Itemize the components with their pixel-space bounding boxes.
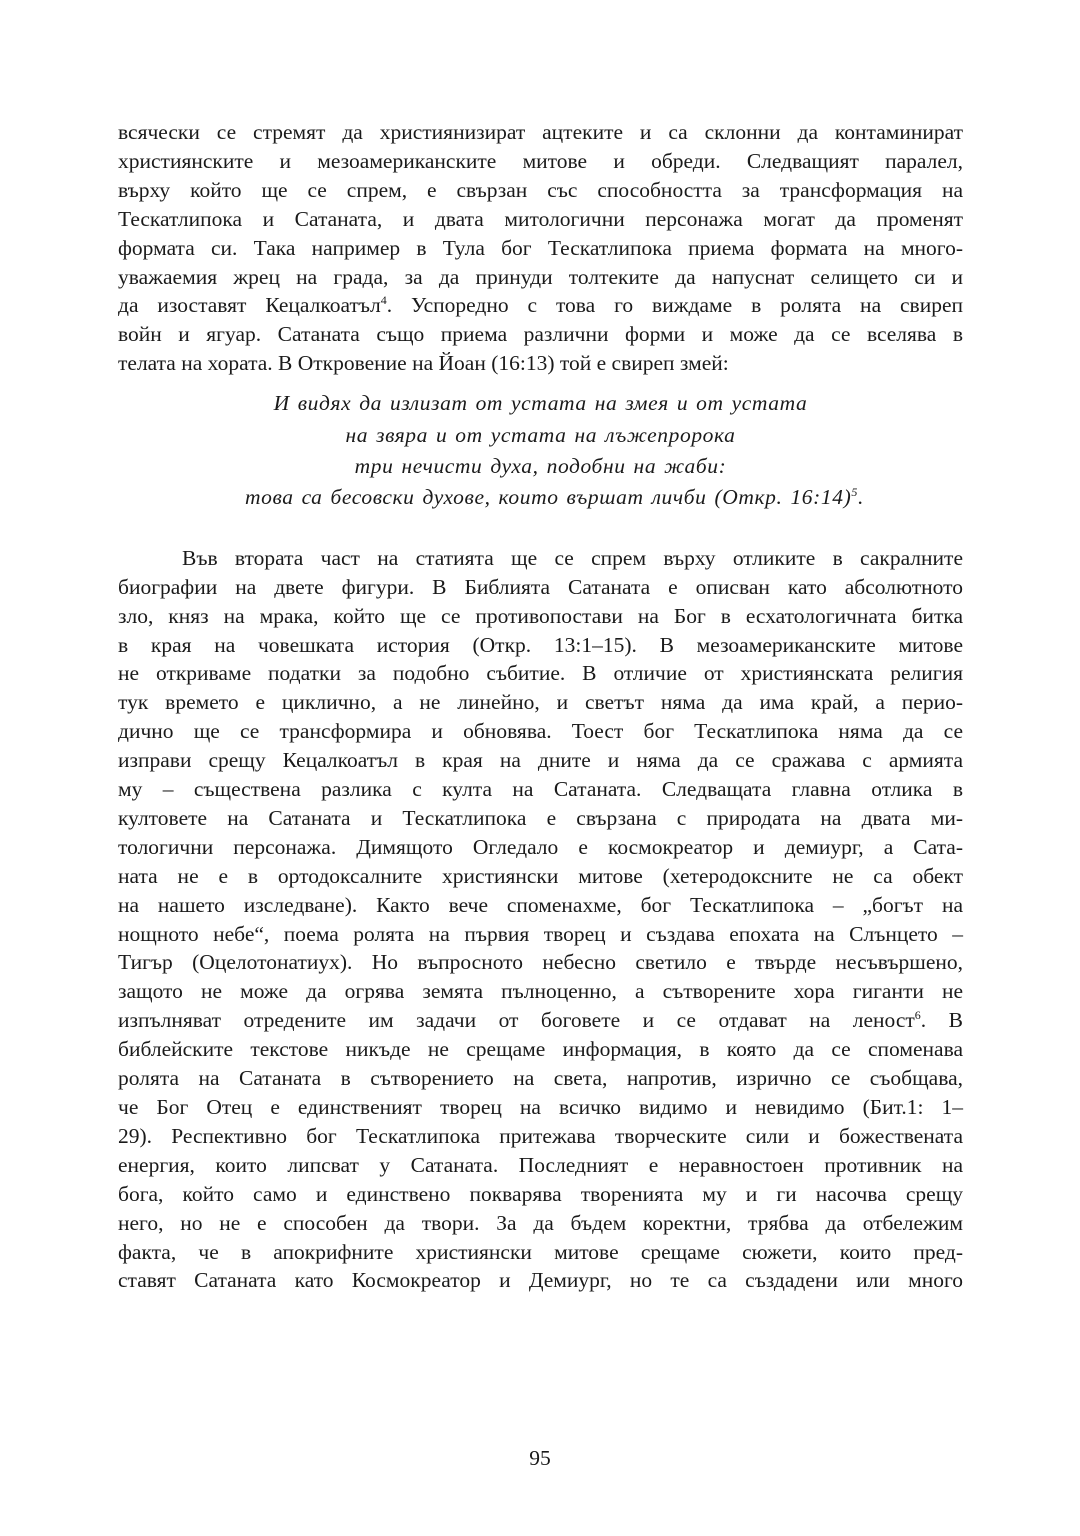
text-line: факта, че в апокрифните християнски митове срещаме сюжети, които пред- [118, 1239, 963, 1264]
text-line: зло, княз на мрака, който ще се противопостави на Бог в есхатологичната битка [118, 603, 963, 628]
text-line: изправи срещу Кецалкоатъл в края на дните и няма да се сражава с армията [118, 748, 963, 773]
text-line: 29). Респективно бог Тескатлипока притежава творческите сили и божествената [118, 1123, 963, 1148]
quote-fragment: това са бесовски духове, които вършат личби (Откр. 16:14) [245, 485, 852, 510]
text-line-with-footnote [118, 291, 963, 320]
text-line: Тигър (Оцелотонатиух). Но въпросното небесно светило е твърде несъвършено, [118, 950, 963, 975]
text-fragment: да изоставят Кецалкоатъл [118, 293, 381, 318]
text-line: му – съществена разлика с култа на Сатаната. Следващата главна отлика в [118, 777, 963, 802]
text-line: ролята на Сатаната в сътворението на света, напротив, изрично се съобщава, [118, 1066, 963, 1091]
text-line: енергия, които липсват у Сатаната. Последният е неравностоен противник на [118, 1152, 963, 1177]
text-line: биографии на двете фигури. В Библията Сатаната е описван като абсолютното [118, 574, 963, 599]
scripture-quote [118, 388, 963, 514]
text-line: бога, който само и единствено покварява творенията му и ги насочва срещу [118, 1181, 963, 1206]
quote-line: И видях да излизат от устата на змея и от устата [273, 391, 808, 416]
text-line: християнските и мезоамериканските митове и обреди. Следващият паралел, [118, 148, 963, 173]
quote-fragment: . [858, 485, 864, 510]
footnote-ref-5[interactable]: 5 [851, 485, 858, 500]
quote-line: на звяра и от устата на лъжепророка [345, 422, 736, 447]
page-body [118, 118, 963, 1295]
quote-line-with-footnote [118, 482, 963, 513]
paragraph-2 [118, 544, 963, 1296]
text-line: Във втората част на статията ще се спрем върху отликите в сакралните [182, 545, 963, 570]
text-line: че Бог Отец е единственият творец на всичко видимо и невидимо (Бит.1: 1– [118, 1095, 963, 1119]
text-line: уважаемия жрец на града, за да принуди толтеките да напуснат селището си и [118, 264, 963, 289]
text-line: тологични персонажа. Димящото Огледало е космокреатор и демиург, а Сата- [118, 834, 963, 859]
text-fragment: . Успоредно с това го виждаме в ролята на свиреп [386, 293, 963, 318]
text-line: телата на хората. В Откровение на Йоан (16:13) той е свиреп змей: [118, 351, 729, 376]
text-line: Тескатлипока и Сатаната, и двата митологични персонажа могат да променят [118, 206, 963, 231]
text-line: него, но не е способен да твори. За да бъдем коректни, трябва да отбележим [118, 1210, 963, 1235]
text-line: култовете на Сатаната и Тескатлипока е свързана с природата на двата ми- [118, 805, 963, 830]
text-fragment: изпълняват отредените им задачи от боговете и се отдават на леност [118, 1008, 915, 1033]
text-line: формата си. Така например в Тула бог Тескатлипока приема формата на много- [118, 235, 963, 260]
text-line: на нашето изследване). Както вече споменахме, бог Тескатлипока – „богът на [118, 892, 963, 917]
footnote-ref-4[interactable]: 4 [380, 293, 387, 308]
page-number: 95 [529, 1446, 551, 1470]
text-line: не откриваме податки за подобно събитие. В отличие от християнската религия [118, 661, 963, 686]
text-line-with-footnote [118, 1006, 963, 1035]
text-line: нощното небе“, поема ролята на първия творец и създава епохата на Слънцето – [118, 921, 963, 946]
text-line: върху който ще се спрем, е свързан със способността за трансформация на [118, 177, 963, 202]
text-line: войн и ягуар. Сатаната също приема различни форми и може да се вселява в [118, 322, 963, 347]
quote-line: три нечисти духа, подобни на жаби: [354, 453, 727, 478]
footnote-ref-6[interactable]: 6 [914, 1008, 921, 1023]
text-line: ната не е в ортодоксалните християнски митове (хетеродоксните не са обект [118, 863, 963, 888]
text-line: защото не може да огрява земята пълноценно, а сътворените хора гиганти не [118, 979, 963, 1004]
text-line: в края на човешката история (Откр. 13:1–15). В мезоамериканските митове [118, 632, 963, 657]
text-line: всячески се стремят да християнизират ацтеките и са склонни да контаминират [118, 120, 963, 144]
text-line: тук времето е циклично, а не линейно, и светът няма да има край, а перио- [118, 690, 963, 715]
text-fragment: . В [920, 1008, 963, 1033]
text-line: дично ще се трансформира и обновява. Тоест бог Тескатлипока няма да се [118, 719, 963, 744]
text-line: ставят Сатаната като Космокреатор и Демиург, но те са създадени или много [118, 1268, 963, 1293]
text-line: библейските текстове никъде не срещаме информация, в която да се споменава [118, 1037, 963, 1062]
paragraph-1 [118, 118, 963, 378]
